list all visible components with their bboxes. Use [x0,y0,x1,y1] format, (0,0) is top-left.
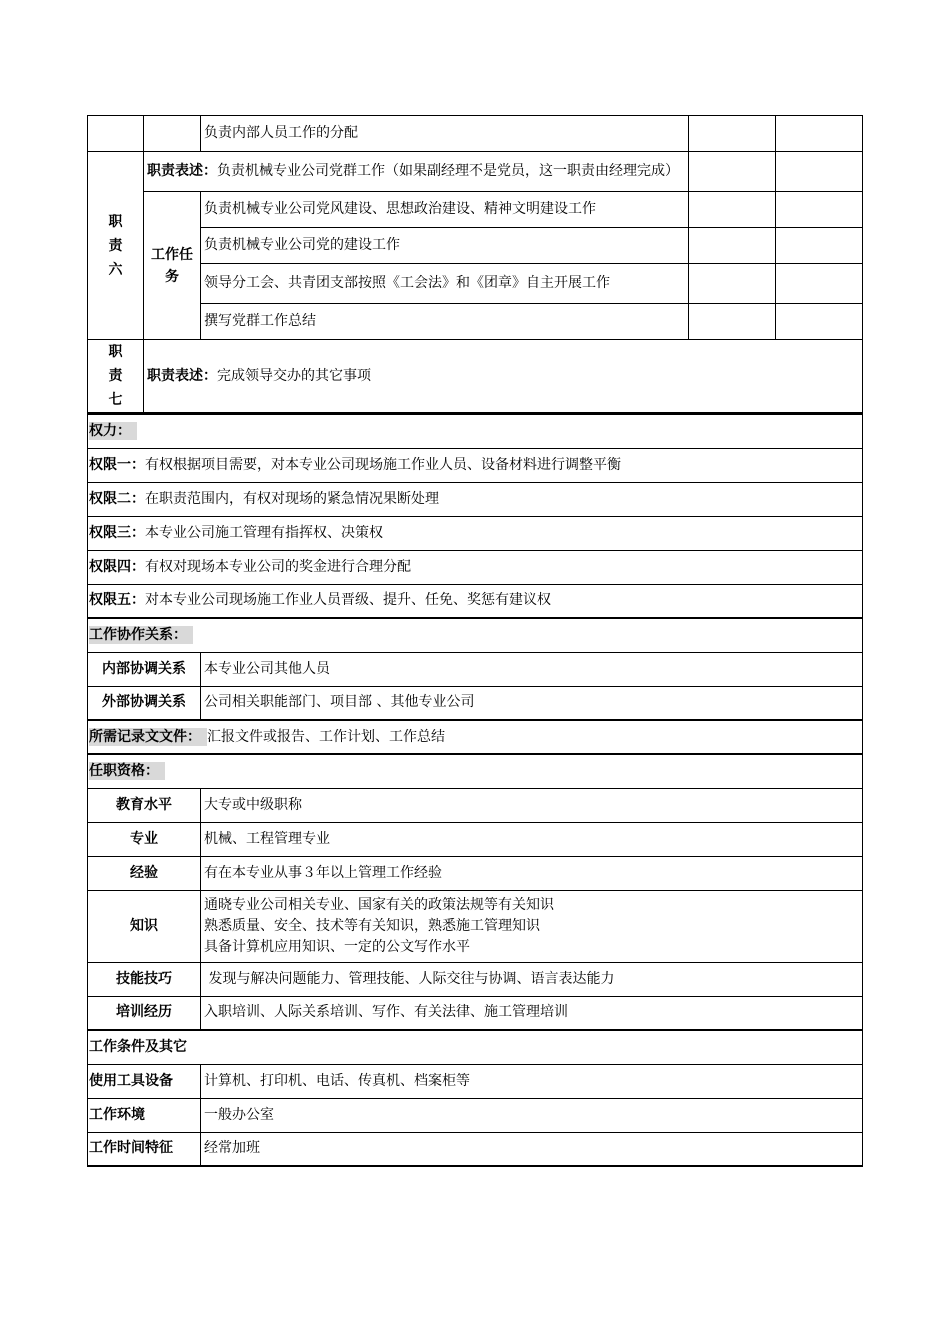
task-cell: 领导分工会、共青团支部按照《工会法》和《团章》自主开展工作 [201,264,689,304]
task-cell: 负责机械专业公司党的建设工作 [201,228,689,264]
table-row [88,152,863,192]
task-cell: 撰写党群工作总结 [201,304,689,340]
cooperation-heading: 工作协作关系： [89,626,193,644]
table-row: 外部协调关系 公司相关职能部门、项目部 、其他专业公司 [88,686,863,720]
table-row: 知识 通晓专业公司相关专业、国家有关的政策法规等有关知识 熟悉质量、安全、技术等有关知识，熟悉施工管理知识 具备计算机应用知识、一定的公文写作水平 [88,890,863,962]
records-row: 所需记录文文件： 汇报文件或报告、工作计划、工作总结 [88,720,863,754]
authority-heading: 权力： [89,422,137,440]
duty-six-label: 职 责 六 [88,152,144,340]
table-row: 专业 机械、工程管理专业 [88,822,863,856]
task-cell: 负责内部人员工作的分配 [201,116,689,152]
table-row: 内部协调关系 本专业公司其他人员 [88,652,863,686]
table-row: 权限一：有权根据项目需要，对本专业公司现场施工作业人员、设备材料进行调整平衡 [88,448,863,482]
qualification-heading: 任职资格： [89,762,165,780]
duty-seven-label: 职 责 七 [88,340,144,413]
table-row [88,228,863,264]
task-label: 工作任务 [144,192,201,340]
duty-table [87,115,863,413]
task-cell: 负责机械专业公司党风建设、思想政治建设、精神文明建设工作 [201,192,689,228]
table-row [88,264,863,304]
table-row [88,192,863,228]
table-row [88,340,863,413]
table-row [88,618,863,652]
table-row: 工作环境 一般办公室 [88,1098,863,1132]
table-row: 教育水平 大专或中级职称 [88,788,863,822]
table-row: 权限五：对本专业公司现场施工作业人员晋级、提升、任免、奖惩有建议权 [88,584,863,618]
job-description-document [87,115,862,1167]
conditions-heading: 工作条件及其它 [88,1030,863,1064]
table-row: 权限四：有权对现场本专业公司的奖金进行合理分配 [88,550,863,584]
table-row: 权限二：在职责范围内，有权对现场的紧急情况果断处理 [88,482,863,516]
table-row: 工作时间特征 经常加班 [88,1132,863,1166]
table-row [88,116,863,152]
table-row: 权限三：本专业公司施工管理有指挥权、决策权 [88,516,863,550]
table-row: 培训经历 入职培训、人际关系培训、写作、有关法律、施工管理培训 [88,996,863,1030]
table-row [88,754,863,788]
table-row: 使用工具设备 计算机、打印机、电话、传真机、档案柜等 [88,1064,863,1098]
table-row [88,304,863,340]
duty-six-description: 职责表述：负责机械专业公司党群工作（如果副经理不是党员，这一职责由经理完成） [144,152,689,192]
duty-seven-description: 职责表述：完成领导交办的其它事项 [144,340,863,413]
table-row [88,1030,863,1064]
table-row [88,720,863,754]
details-table [87,413,863,1167]
table-row: 经验 有在本专业从事３年以上管理工作经验 [88,856,863,890]
table-row: 技能技巧 发现与解决问题能力、管理技能、人际交往与协调、语言表达能力 [88,962,863,996]
table-row [88,414,863,448]
